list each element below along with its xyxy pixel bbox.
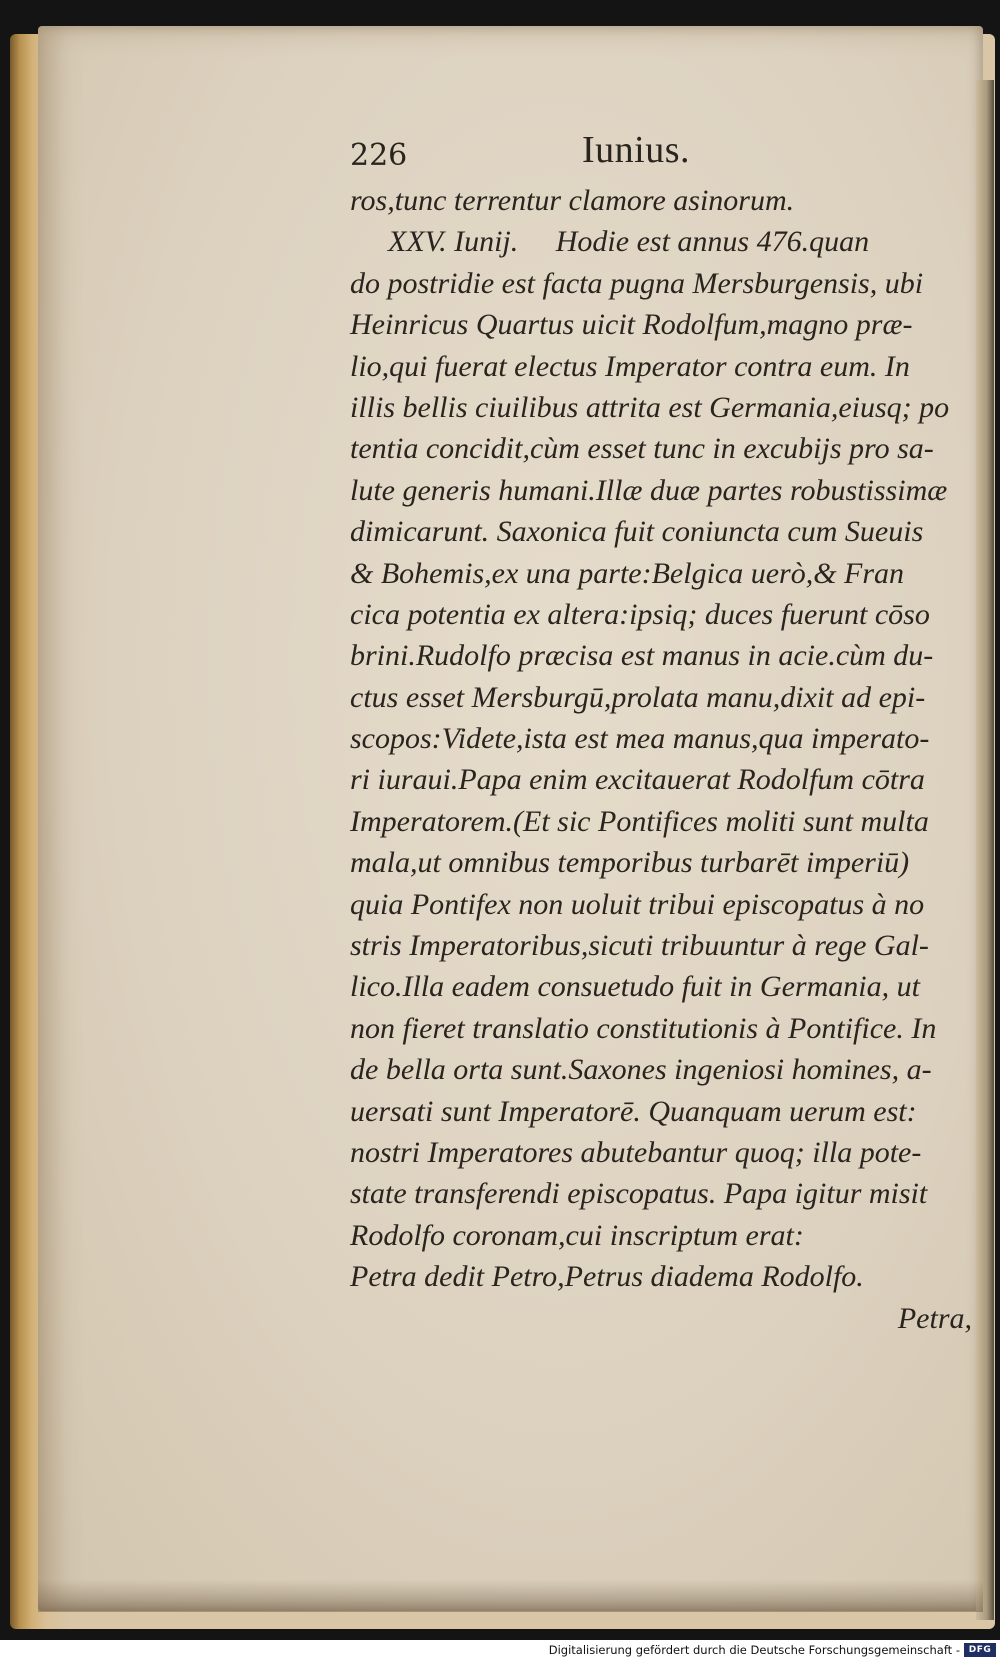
text-line: ri iuraui.Papa enim excitauerat Rodolfum cōtra xyxy=(350,763,925,797)
text-line: lico.Illa eadem consuetudo fuit in Germania, ut xyxy=(350,970,920,1004)
running-title: Iunius. xyxy=(582,129,690,171)
text-line: illis bellis ciuilibus attrita est Germania,eiusq; po xyxy=(350,390,950,424)
text-line: tentia concidit,cùm esset tunc in excubijs pro sa- xyxy=(350,432,934,466)
text-line: stris Imperatoribus,sicuti tribuuntur à rege Gal- xyxy=(350,929,929,963)
text-line: nostri Imperatores abutebantur quoq; illa pote- xyxy=(350,1135,922,1169)
text-line: Petra dedit Petro,Petrus diadema Rodolfo. xyxy=(350,1260,864,1294)
text-line: dimicarunt. Saxonica fuit coniuncta cum Sueuis xyxy=(350,515,924,549)
text-line: state transferendi episcopatus. Papa igitur misit xyxy=(350,1177,928,1211)
text-line: & Bohemis,ex una parte:Belgica uerò,& Fran xyxy=(350,556,905,590)
text-line: do postridie est facta pugna Mersburgensis, ubi xyxy=(350,266,924,300)
text-line: ctus esset Mersburgū,prolata manu,dixit ad epi- xyxy=(350,680,926,714)
text-line: Imperatorem.(Et sic Pontifices moliti sunt multa xyxy=(350,804,929,838)
text-line: lute generis humani.Illæ duæ partes robustissimæ xyxy=(350,473,948,507)
text-line: non fieret translatio constitutionis à Pontifice. In xyxy=(350,1011,937,1045)
text-line: cica potentia ex altera:ipsiq; duces fuerunt cōso xyxy=(350,597,930,631)
text-line: Rodolfo coronam,cui inscriptum erat: xyxy=(350,1218,804,1252)
text-line: de bella orta sunt.Saxones ingeniosi homines, a- xyxy=(350,1053,932,1087)
text-line: brini.Rudolfo præcisa est manus in acie.cùm du- xyxy=(350,639,934,673)
catchword: Petra, xyxy=(897,1301,972,1335)
footer-credit: Digitalisierung gefördert durch die Deutsche Forschungsgemeinschaft - xyxy=(548,1643,960,1657)
text-line: ros,tunc terrentur clamore asinorum. xyxy=(350,184,795,217)
text-line: XXV. Iunij. Hodie est annus 476.quan xyxy=(388,225,870,259)
running-head xyxy=(350,128,980,180)
text-line: mala,ut omnibus temporibus turbarēt imperiū) xyxy=(350,846,910,880)
page-number: 226 xyxy=(350,138,408,173)
text-line: lio,qui fuerat electus Imperator contra eum. In xyxy=(350,349,910,383)
digitization-footer xyxy=(0,1640,1000,1662)
text-block xyxy=(350,128,980,1339)
page-bottom-shadow xyxy=(38,1580,983,1612)
text-line: Heinricus Quartus uicit Rodolfum,magno præ- xyxy=(350,308,913,342)
text-line: uersati sunt Imperatorē. Quanquam uerum est: xyxy=(350,1094,917,1128)
dfg-logo-icon: DFG xyxy=(964,1643,996,1657)
text-line: scopos:Videte,ista est mea manus,qua imperato- xyxy=(350,722,930,756)
text-line: quia Pontifex non uoluit tribui episcopatus à no xyxy=(350,887,925,921)
